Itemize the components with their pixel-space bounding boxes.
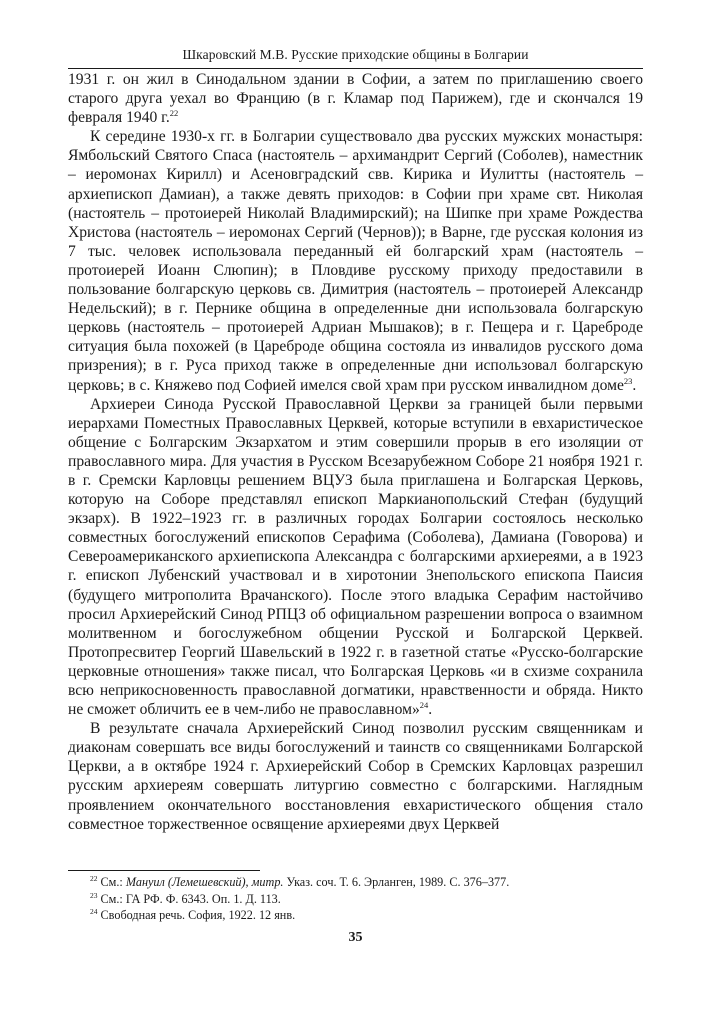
footnote-number: 22 xyxy=(90,874,98,883)
header-divider xyxy=(68,68,643,69)
footnote-ref[interactable]: 22 xyxy=(169,108,179,119)
paragraph: К середине 1930-х гг. в Болгарии существовало два русских мужских монастыря: Ямбольский Святого Спаса (настоятель – архимандрит Сергий (Соболев), наместник – иеромонах Кирилл) и Асеновградский свв. Кирика и Иулитты (настоятель – архиепископ Дамиан), а также девять приходов: в Софии при храме свт. Николая (настоятель – протоиерей Николай Владимирский); на Шипке при храме Рождества Христова (настоятель – иеромонах Сергий (Чернов)); в Варне, где русская колония из 7 тыс. человек использовала переданный ей болгарский храм (настоятель – протоиерей Иоанн Слюпин); в Пловдиве русскому приходу предоставили в пользование болгарскую церковь св. Димитрия (настоятель – протоиерей Александр Недельский); в г. Пернике община в определенные дни использовала болгарскую церковь (настоятель – протоиерей Адриан Мышаков); в г. Пещера и г. Цареброде ситуация была похожей (в Цареброде община состояла из инвалидов русского дома призрения); в г. Руса приход также в определенные дни использовал болгарскую церковь; в с. Княжево под Софией имелся свой храм при русском инвалидном доме$^{23}$. xyxy=(68,128,643,394)
paragraph-text: 1931 г. он жил в Синодальном здании в Софии, а затем по приглашению своего старого друга уехал во Францию (в г. Кламар под Парижем), где и скончался 19 февраля 1940 г. xyxy=(68,71,643,127)
footnote-number: 24 xyxy=(90,907,98,917)
footnote xyxy=(68,874,643,891)
footnote xyxy=(68,891,643,908)
paragraph: Архиереи Синода Русской Православной Церкви за границей были первыми иерархами Поместных Православных Церквей, которые вступили в евхаристическое общение с Болгарским Экзархатом и этим совершили прорыв в его изоляции от православного мира. Для участия в Русском Всезарубежном Соборе 21 ноября 1921 г. в г. Сремски Карловцы решением ВЦУЗ была приглашена и Болгарская Церковь, которую на Соборе представлял епископ Маркианопольский Стефан (будущий экзарх). В 1922–1923 гг. в различных городах Болгарии состоялось несколько совместных богослужений епископов Серафима (Соболева), Дамиана (Говорова) и Североамериканского архиепископа Александра с болгарскими архиереями, а в 1923 г. епископ Лубенский участвовал и в хиротонии Знепольского епископа Паисия (будущего митрополита Врачанского). После этого владыка Серафим настойчиво просил Архиерейский Синод РПЦЗ об официальном разрешении вопроса о взаимном молитвенном и богослужебном общении Русской и Болгарской Церквей. Протопресвитер Георгий Шавельский в 1922 г. в газетной статье «Русско-болгарские церковные отношения» также писал, что Болгарская Церковь «и в схизме сохранила всю неприкосновенность православной догматики, нравственности и обряда. Никто не сможет обличить ее в чем-либо не православном»$^{24}$. xyxy=(68,395,643,719)
footnote-ref[interactable]: 24 xyxy=(419,700,429,711)
footnote-divider xyxy=(68,870,260,871)
footnote-text: Свободная речь. София, 1922. 12 янв. xyxy=(100,908,296,923)
page-number: 35 xyxy=(348,930,363,945)
paragraph xyxy=(68,70,643,127)
footnote-ref[interactable]: 23 xyxy=(623,375,633,386)
footnote-text: См.: ГА РФ. Ф. 6343. Оп. 1. Д. 113. xyxy=(100,891,281,906)
footnote xyxy=(68,907,643,924)
running-header: Шкаровский М.В. Русские приходские общины в Болгарии xyxy=(182,47,529,62)
main-text xyxy=(68,70,643,834)
paragraph xyxy=(68,719,643,834)
paragraph-text: К середине 1930-х гг. в Болгарии существовало два русских мужских монастыря: Ямбольский Святого Спаса (настоятель – архимандрит Сергий (Соболев), наместник – иеромонах Кирилл) и Асеновградский свв. Кирика и Иулитты (настоятель – архиепископ Дамиан), а также девять приходов: в Софии при храме свт. Николая (настоятель – протоиерей Николай Владимирский); на Шипке при храме Рождества Христова (настоятель – иеромонах Сергий (Чернов)); в Варне, где русская колония из 7 тыс. человек использовала переданный ей болгарский храм (настоятель – протоиерей Иоанн Слюпин); в Пловдиве русскому приходу предоставили в пользование болгарскую церковь св. Димитрия (настоятель – протоиерей Александр Недельский); в г. Пернике община в определенные дни использовала болгарскую церковь (настоятель – протоиерей Адриан Мышаков); в г. Пещера и г. Цареброде ситуация была похожей (в Цареброде община состояла из инвалидов русского дома призрения); в г. Руса приход также в определенные дни использовал болгарскую церковь; в с. Княжево под Софией имелся свой храм при русском инвалидном доме xyxy=(68,128,643,394)
paragraph-text: В результате сначала Архиерейский Синод позволил русским священникам и диаконам совершать все виды богослужений и таинств со священниками Болгарской Церкви, а в октябре 1924 г. Архиерейский Собор в Сремских Карловцах разрешил русским архиереям совершать литургию совместно с болгарскими. Наглядным проявлением окончательного восстановления евхаристического общения стало совместное торжественное освящение архиереями двух Церквей xyxy=(68,720,643,833)
footnote-text: Указ. соч. Т. 6. Эрланген, 1989. С. 376–377. xyxy=(283,875,510,889)
footnote-author: Мануил (Лемешевский), митр. xyxy=(125,875,284,889)
footnotes xyxy=(68,874,643,924)
paragraph-text: Архиереи Синода Русской Православной Церкви за границей были первыми иерархами Поместных Православных Церквей, которые вступили в евхаристическое общение с Болгарским Экзархатом и этим совершили прорыв в его изоляции от православного мира. Для участия в Русском Всезарубежном Соборе 21 ноября 1921 г. в г. Сремски Карловцы решением ВЦУЗ была приглашена и Болгарская Церковь, которую на Соборе представлял епископ Маркианопольский Стефан (будущий экзарх). В 1922–1923 гг. в различных городах Болгарии состоялось несколько совместных богослужений епископов Серафима (Соболева), Дамиана (Говорова) и Североамериканского архиепископа Александра с болгарскими архиереями, а в 1923 г. епископ Лубенский участвовал и в хиротонии Знепольского епископа Паисия (будущего митрополита Врачанского). После этого владыка Серафим настойчиво просил Архиерейский Синод РПЦЗ об официальном разрешении вопроса о взаимном молитвенном и богослужебном общении Русской и Болгарской Церквей. Протопресвитер Георгий Шавельский в 1922 г. в газетной статье «Русско-болгарские церковные отношения» также писал, что Болгарская Церковь «и в схизме сохранила всю неприкосновенность православной догматики, нравственности и обряда. Никто не сможет обличить ее в чем-либо не православном» xyxy=(68,395,643,719)
footnote-number: 23 xyxy=(90,890,98,900)
footnote-lead: См.: xyxy=(100,875,126,889)
